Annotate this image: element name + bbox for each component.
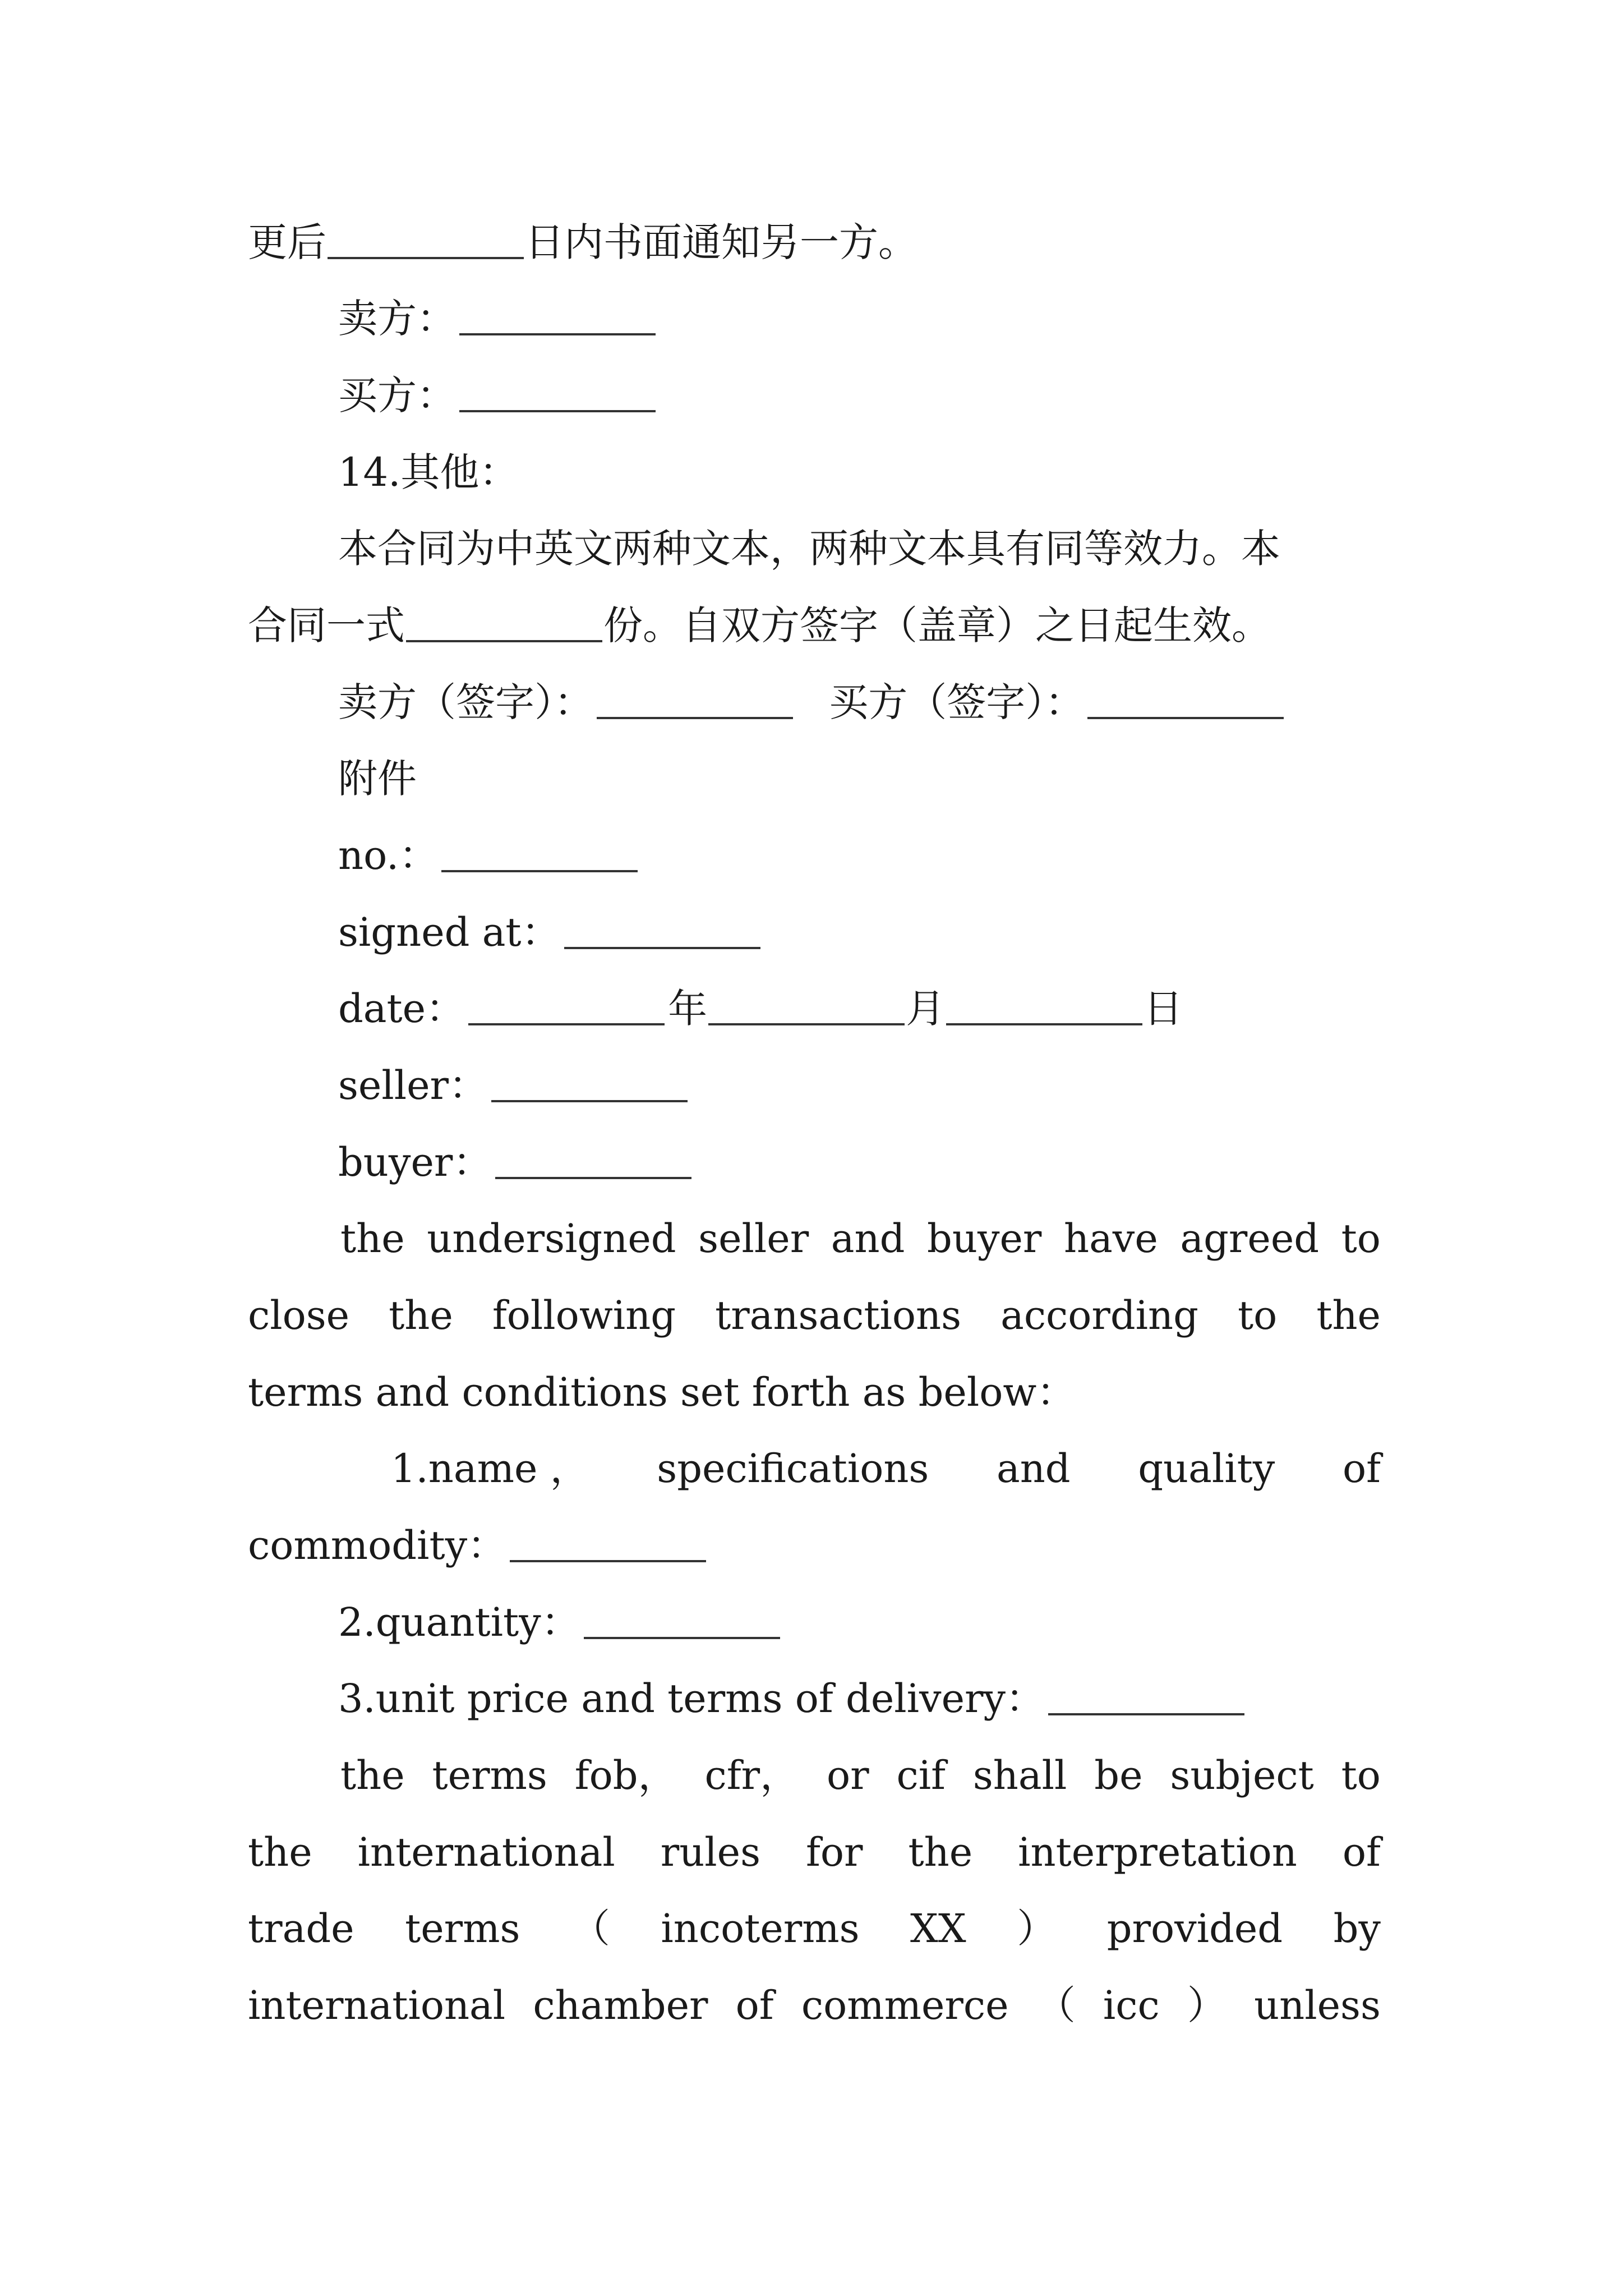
word: terms <box>432 1752 547 1798</box>
fill-blank <box>946 1021 1142 1025</box>
fill-blank <box>708 1021 905 1025</box>
word: chamber <box>533 1982 708 2028</box>
word: incoterms <box>661 1906 860 1952</box>
word: by <box>1333 1906 1381 1952</box>
body-text: terms and conditions set forth as below： <box>248 1369 1076 1415</box>
word: transactions <box>715 1292 962 1338</box>
fill-blank <box>441 868 638 872</box>
quantity-label: 2.quantity： <box>338 1599 580 1645</box>
word: commerce <box>801 1982 1009 2028</box>
month-label: 月 <box>906 986 946 1032</box>
word: 1.name ， <box>391 1446 589 1492</box>
fill-blank <box>510 1558 706 1562</box>
text-fragment: 份。自双方签字（盖章）之日起生效。 <box>603 602 1271 648</box>
unit-price-label: 3.unit price and terms of delivery： <box>338 1676 1045 1722</box>
fill-blank <box>495 1175 691 1179</box>
fill-blank <box>468 1021 665 1025</box>
body-text <box>248 1819 1381 1886</box>
attachment-heading: 附件 <box>338 756 417 802</box>
seller-label: 卖方： <box>338 296 456 342</box>
word: ） <box>1017 1906 1057 1952</box>
word: the <box>908 1829 973 1875</box>
fill-blank <box>584 1635 780 1639</box>
word: to <box>1341 1752 1381 1798</box>
section-heading: 14.其他： <box>338 449 519 495</box>
word: agreed <box>1180 1216 1320 1262</box>
word: XX <box>910 1906 966 1952</box>
fill-blank <box>564 945 760 949</box>
word: quality <box>1138 1446 1275 1492</box>
word: （ <box>1036 1982 1076 2028</box>
word: fob， <box>574 1752 677 1798</box>
fill-blank <box>1048 1711 1244 1715</box>
seller-en-line <box>338 1052 691 1119</box>
word: unless <box>1254 1982 1381 2028</box>
seller-signature-label: 卖方（签字）： <box>338 679 593 725</box>
fill-blank <box>328 255 524 259</box>
word: the <box>340 1752 405 1798</box>
word: be <box>1094 1752 1143 1798</box>
text-fragment: 合同一式 <box>248 602 405 648</box>
word: ） <box>1187 1982 1227 2028</box>
word: following <box>492 1292 676 1338</box>
body-text <box>248 1282 1381 1349</box>
word: provided <box>1106 1906 1283 1952</box>
date-label: date： <box>338 986 465 1032</box>
buyer-signature-label: 买方（签字）： <box>829 679 1085 725</box>
word: cif <box>896 1752 946 1798</box>
buyer-label: 买方： <box>338 372 456 418</box>
word: the <box>248 1829 312 1875</box>
quantity-line <box>338 1589 783 1656</box>
buyer-en-line <box>338 1129 695 1196</box>
day-label: 日 <box>1144 986 1183 1032</box>
body-text <box>248 1895 1381 1962</box>
word: specifications <box>657 1446 929 1492</box>
buyer-line <box>338 362 659 429</box>
body-text <box>391 1435 1381 1502</box>
word: and <box>831 1216 905 1262</box>
word: buyer <box>927 1216 1042 1262</box>
word: international <box>357 1829 615 1875</box>
word: interpretation <box>1018 1829 1297 1875</box>
fill-blank <box>491 1098 688 1102</box>
word: undersigned <box>427 1216 676 1262</box>
signed-at-line <box>338 899 764 966</box>
year-label: 年 <box>668 986 708 1032</box>
signature-line <box>338 669 1287 736</box>
word: international <box>248 1982 506 2028</box>
unit-price-line <box>338 1665 1248 1732</box>
date-line <box>338 975 1183 1042</box>
text-fragment: 日内书面通知另一方。 <box>525 219 917 265</box>
fill-blank <box>459 331 656 335</box>
word: cfr， <box>704 1752 800 1798</box>
seller-line <box>338 285 659 352</box>
commodity-label: commodity： <box>248 1522 507 1568</box>
buyer-en-label: buyer： <box>338 1139 492 1185</box>
word: the <box>1316 1292 1381 1338</box>
word: have <box>1063 1216 1158 1262</box>
word: to <box>1341 1216 1381 1262</box>
number-label: no.： <box>338 832 439 878</box>
fill-blank <box>597 715 793 719</box>
copies-line <box>248 592 1271 659</box>
word: according <box>1000 1292 1198 1338</box>
word: and <box>996 1446 1071 1492</box>
text-fragment: 更后 <box>248 219 326 265</box>
fill-blank <box>406 638 602 642</box>
signed-at-label: signed at： <box>338 909 561 955</box>
number-line <box>338 822 641 889</box>
body-text <box>248 1972 1381 2039</box>
word: close <box>248 1292 350 1338</box>
word: of <box>1342 1829 1381 1875</box>
commodity-line <box>248 1512 709 1579</box>
word: trade <box>248 1906 354 1952</box>
word: subject <box>1170 1752 1314 1798</box>
fill-blank <box>1087 715 1284 719</box>
notice-line <box>248 209 917 276</box>
word: （ <box>570 1906 610 1952</box>
word: icc <box>1103 1982 1160 2028</box>
word: for <box>806 1829 863 1875</box>
seller-en-label: seller： <box>338 1062 488 1108</box>
word: rules <box>660 1829 761 1875</box>
fill-blank <box>459 408 656 412</box>
body-text <box>340 1205 1381 1272</box>
word: the <box>340 1216 405 1262</box>
body-text: 本合同为中英文两种文本，两种文本具有同等效力。本 <box>338 526 1280 572</box>
body-text <box>340 1742 1381 1809</box>
word: or <box>826 1752 869 1798</box>
word: shall <box>972 1752 1067 1798</box>
word: seller <box>698 1216 809 1262</box>
word: the <box>389 1292 453 1338</box>
word: of <box>735 1982 774 2028</box>
word: to <box>1238 1292 1278 1338</box>
word: of <box>1342 1446 1381 1492</box>
word: terms <box>405 1906 520 1952</box>
